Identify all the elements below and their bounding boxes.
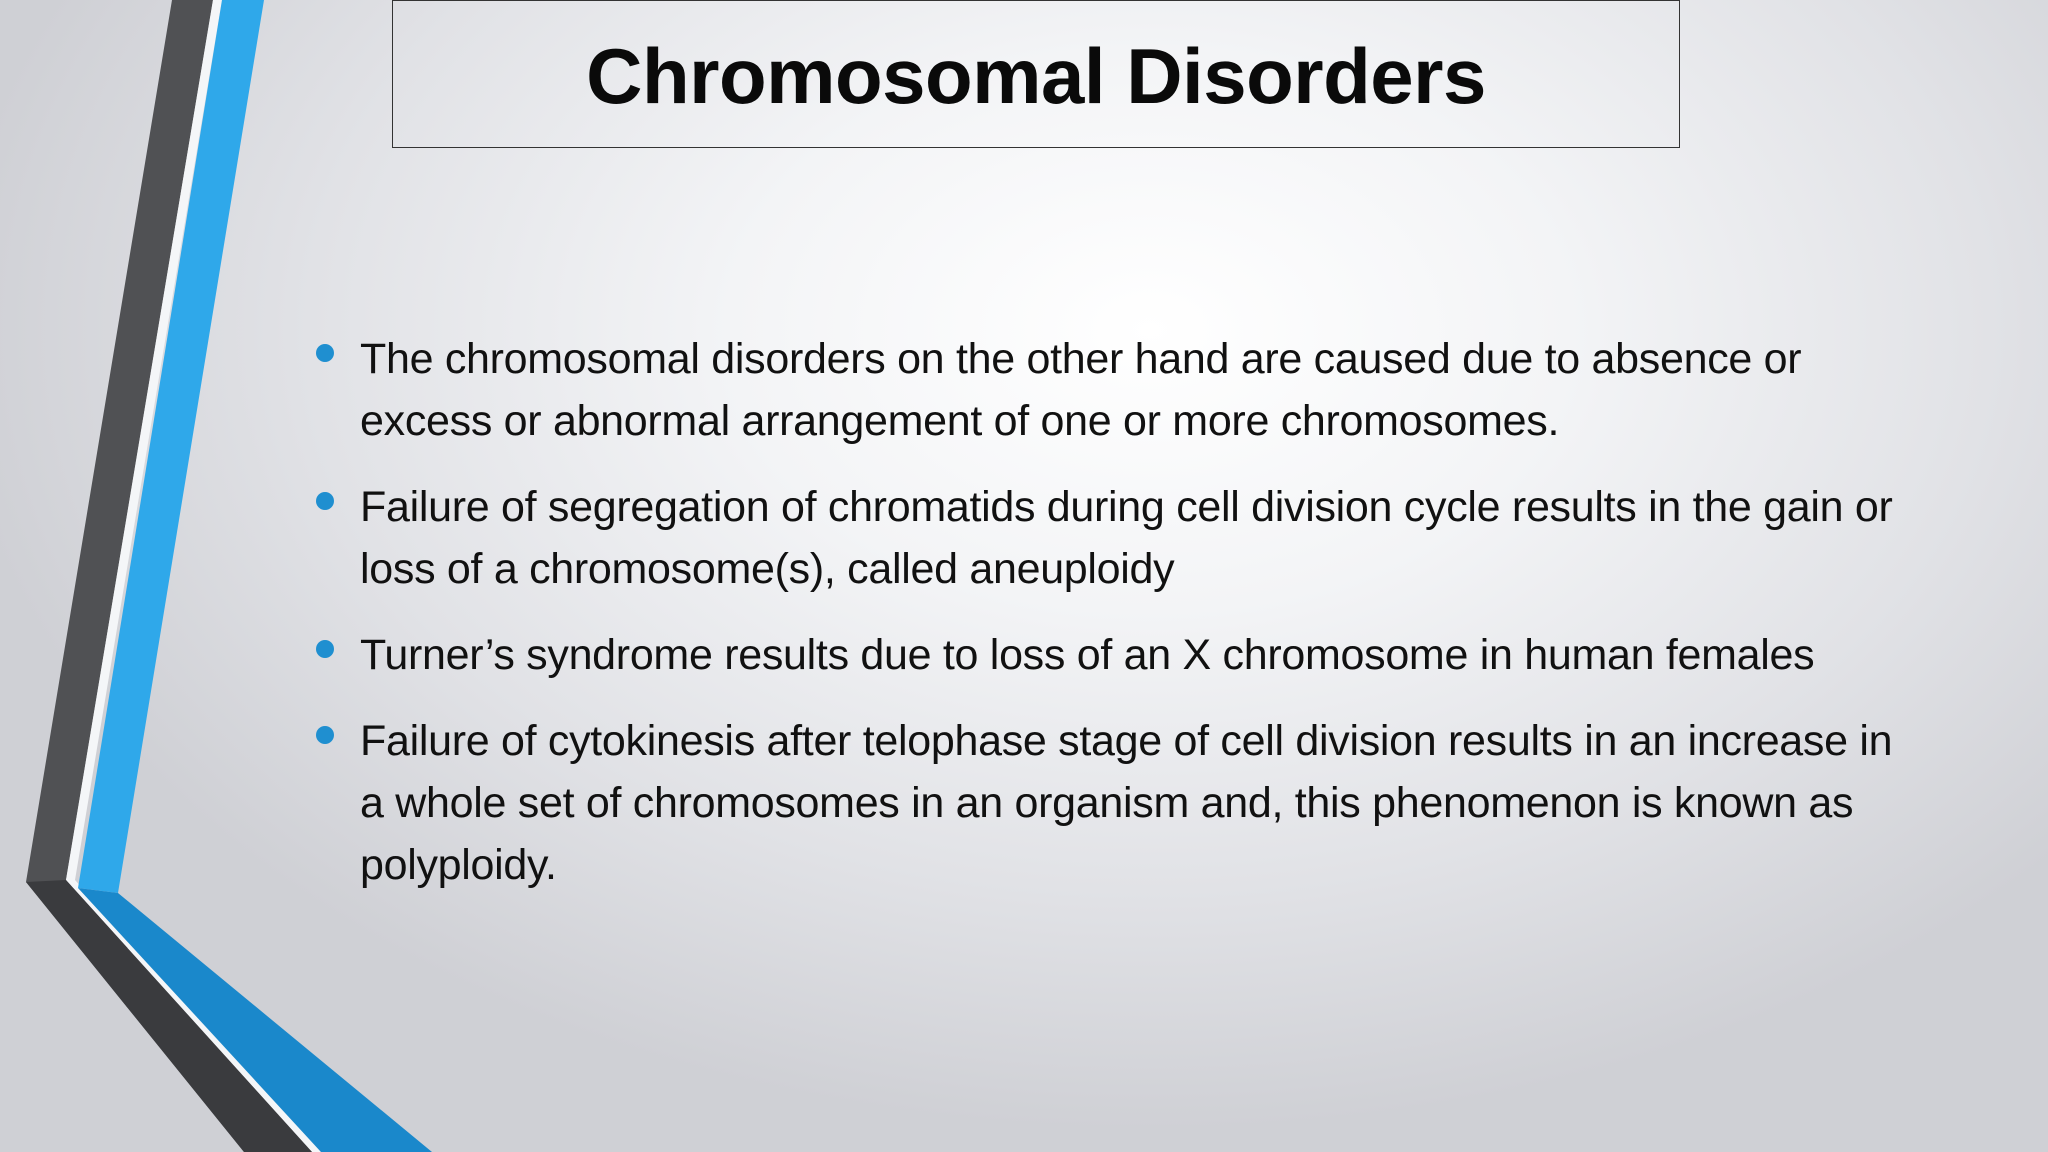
slide-title: Chromosomal Disorders [586, 31, 1486, 120]
list-item [316, 476, 1916, 600]
list-item [316, 710, 1916, 896]
list-item [316, 624, 1916, 686]
bullet-text: Failure of cytokinesis after telophase stage of cell division results in an increase in a whole set of chromosomes in an organism and, this phenomenon is known as polyploidy. [360, 717, 1893, 889]
round-bullet-icon [316, 726, 334, 744]
bullet-text: Failure of segregation of chromatids during cell division cycle results in the gain or loss of a chromosome(s), called aneuploidy [360, 483, 1893, 593]
title-box [392, 0, 1680, 148]
bullet-text: Turner’s syndrome results due to loss of an X chromosome in human females [360, 631, 1815, 679]
round-bullet-icon [316, 640, 334, 658]
round-bullet-icon [316, 492, 334, 510]
bullet-text: The chromosomal disorders on the other hand are caused due to absence or excess or abnormal arrangement of one or more chromosomes. [360, 335, 1802, 445]
dark-stripe-lower [26, 880, 312, 1152]
list-item [316, 328, 1916, 452]
bullet-list [316, 328, 1916, 920]
round-bullet-icon [316, 344, 334, 362]
